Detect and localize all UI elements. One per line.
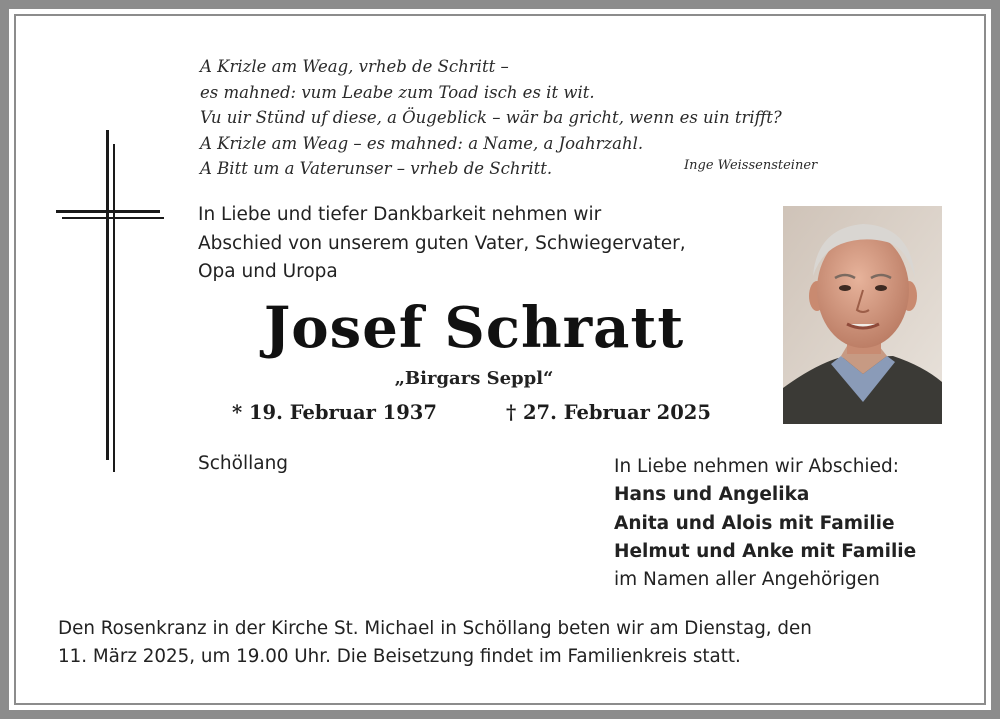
- portrait-image: [783, 206, 942, 424]
- deceased-nickname: „Birgars Seppl“: [394, 368, 554, 389]
- service-notice: [58, 615, 958, 671]
- mourner-name: Anita und Alois mit Familie: [614, 512, 895, 534]
- poem-line: Vu uir Stünd uf diese, a Öugeblick – wär ba gricht, wenn es uin trifft?: [200, 108, 782, 127]
- intro-text: [198, 201, 768, 287]
- mourners-heading: In Liebe nehmen wir Abschied:: [614, 456, 899, 477]
- poem-author: Inge Weissensteiner: [684, 158, 818, 173]
- mourner-name: Hans und Angelika: [614, 484, 810, 506]
- intro-line: Opa und Uropa: [198, 261, 338, 282]
- place-of-residence: Schöllang: [198, 453, 289, 474]
- notice-line: 11. März 2025, um 19.00 Uhr. Die Beisetzung findet im Familienkreis statt.: [58, 646, 741, 667]
- cross-horizontal-bar: [56, 210, 160, 213]
- poem-line: A Krizle am Weag – es mahned: a Name, a Joahrzahl.: [200, 133, 644, 153]
- poem-line: es mahned: vum Leabe zum Toad isch es it wit.: [200, 82, 595, 102]
- mourners-block: [614, 453, 954, 594]
- intro-line: In Liebe und tiefer Dankbarkeit nehmen wir: [198, 204, 602, 225]
- portrait-photo: [783, 206, 942, 424]
- death-date: † 27. Februar 2025: [506, 401, 711, 424]
- intro-line: Abschied von unserem guten Vater, Schwiegervater,: [198, 232, 686, 254]
- birth-date: * 19. Februar 1937: [232, 401, 437, 424]
- mourners-closing: im Namen aller Angehörigen: [614, 569, 880, 591]
- notice-line: Den Rosenkranz in der Kirche St. Michael in Schöllang beten wir am Dienstag, den: [58, 618, 812, 639]
- poem-line: A Krizle am Weag, vrheb de Schritt –: [200, 57, 509, 76]
- poem-line: A Bitt um a Vaterunser – vrheb de Schritt.: [200, 159, 553, 178]
- mourner-name: Helmut und Anke mit Familie: [614, 540, 917, 562]
- cross-vertical-bar: [106, 130, 109, 460]
- deceased-name: Josef Schratt: [263, 295, 685, 361]
- cross-vertical-line: [113, 144, 115, 472]
- cross-horizontal-line: [62, 217, 164, 219]
